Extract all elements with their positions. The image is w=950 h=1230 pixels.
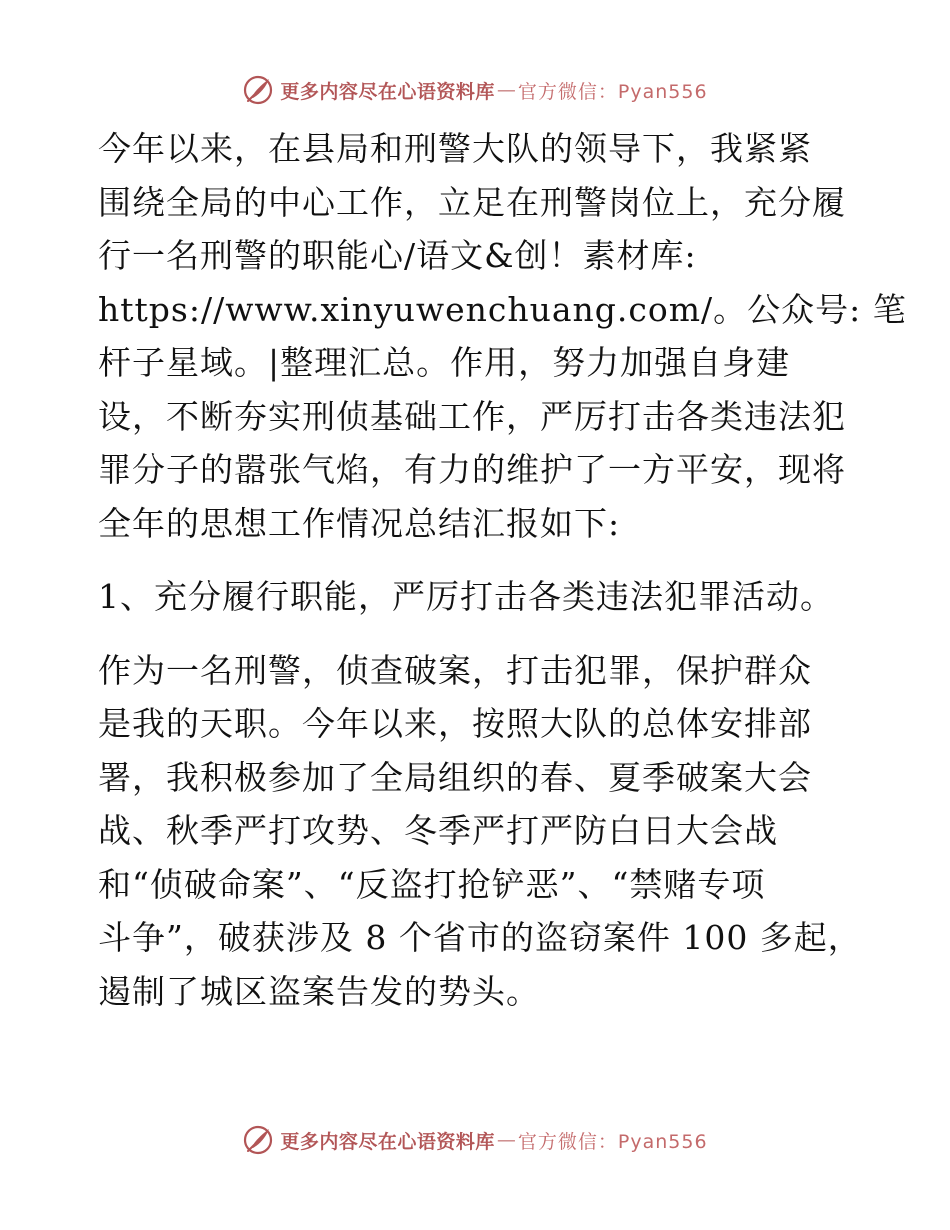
header-banner-text: 更多内容尽在心语资料库 [280,80,495,103]
text-line: https://www.xinyuwenchuang.com/。公众号: 笔 [98,289,907,329]
text-line: 遏制了城区盗案告发的势头。 [98,971,540,1011]
text-line: 杆子星域。|整理汇总。作用，努力加强自身建 [98,343,791,382]
header-banner-separator: — [496,79,516,101]
section-heading: 1、充分履行职能，严厉打击各类违法犯罪活动。 [98,577,834,616]
feather-quill-icon [242,1124,274,1156]
text-line: 战、秋季严打攻势、冬季严打严防白日大会战 [98,811,778,850]
text-line: 围绕全局的中心工作，立足在刑警岗位上，充分履 [98,182,846,222]
footer-banner-text: 更多内容尽在心语资料库 [280,1130,495,1153]
text-line: 罪分子的嚣张气焰，有力的维护了一方平安，现将 [98,450,846,489]
text-line: 斗争”，破获涉及 8 个省市的盗窃案件 100 多起， [98,918,862,957]
document-body [98,122,907,1018]
footer-banner [0,1120,950,1160]
feather-quill-icon [242,74,274,106]
footer-wechat-text: 官方微信：Pyan556 [517,1130,708,1153]
text-line: 行一名刑警的职能心/语文&创！素材库: [98,236,697,275]
text-line: 是我的天职。今年以来，按照大队的总体安排部 [98,704,812,743]
paragraph-intro [98,122,907,550]
text-line: 设，不断夯实刑侦基础工作，严厉打击各类违法犯 [98,396,846,436]
header-banner [0,70,950,110]
footer-banner-separator: — [496,1129,516,1151]
text-line: 今年以来，在县局和刑警大队的领导下，我紧紧 [98,129,812,168]
text-line: 和“侦破命案”、“反盗打抢铲恶”、“禁赌专项 [98,864,766,904]
text-line: 全年的思想工作情况总结汇报如下: [98,503,621,543]
text-line: 作为一名刑警，侦查破案，打击犯罪，保护群众 [98,650,812,690]
paragraph-section-1 [98,644,862,1019]
text-line: 署，我积极参加了全局组织的春、夏季破案大会 [98,757,812,797]
header-wechat-text: 官方微信：Pyan556 [517,80,708,103]
